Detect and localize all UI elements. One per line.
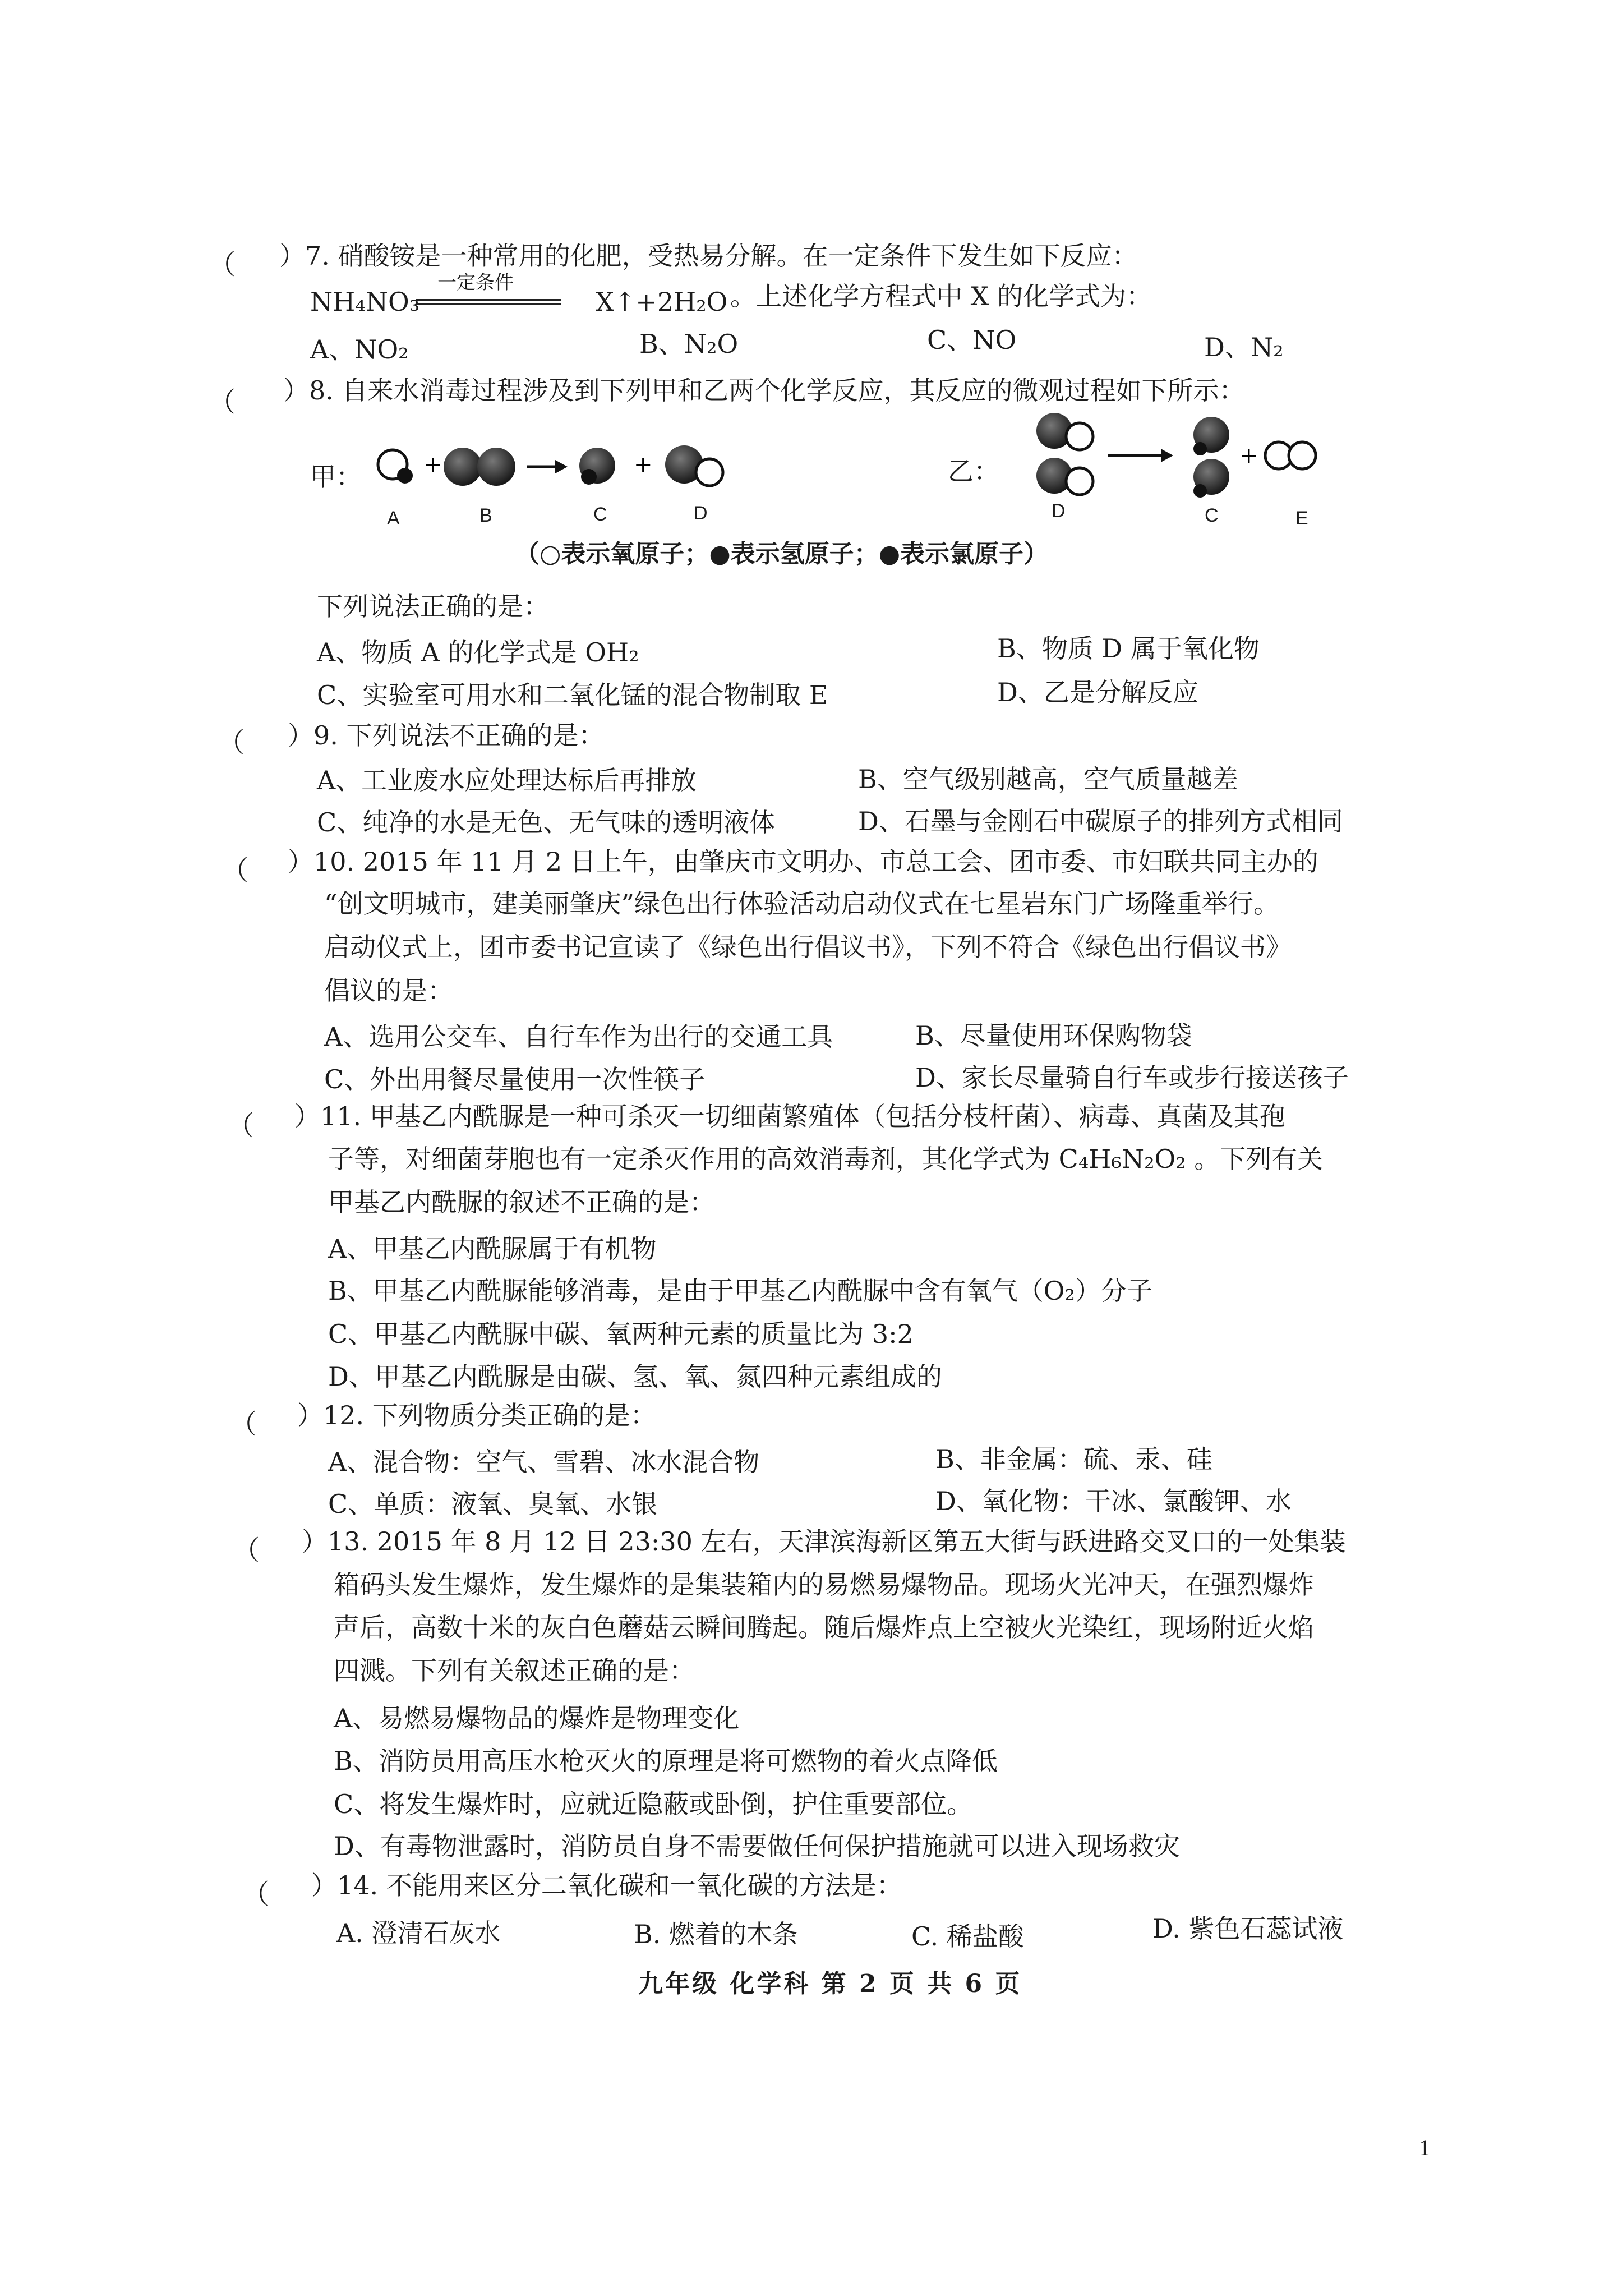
question-10-line-2: “创文明城市，建美丽肇庆”绿色出行体验活动启动仪式在七星岩东门广场隆重举行。 (324, 889, 1280, 919)
q9-option-a: A、工业废水应处理达标后再排放 (317, 765, 697, 795)
label-a: A (387, 508, 400, 529)
q12-option-c: C、单质：液氧、臭氧、水银 (328, 1489, 658, 1519)
molecule-d-pair (1036, 413, 1093, 495)
question-10-line-3: 启动仪式上，团市委书记宣读了《绿色出行倡议书》，下列不符合《绿色出行倡议书》 (324, 932, 1292, 962)
diagram-yi-label: 乙： (948, 456, 999, 486)
label-c: C (593, 504, 607, 525)
question-10-line-1: ）10. 2015 年 11 月 2 日上午，由肇庆市文明办、市总工会、团市委、市妇联共同主办的 (288, 846, 1318, 877)
q8-prompt: 下列说法正确的是： (317, 591, 549, 622)
q7-tail: 。上述化学方程式中 X 的化学式为： (730, 281, 1152, 311)
question-8-stem: ）8. 自来水消毒过程涉及到下列甲和乙两个化学反应，其反应的微观过程如下所示： (283, 375, 1245, 406)
q8-option-c: C、实验室可用水和二氧化锰的混合物制取 E (317, 680, 828, 710)
question-13-line-3: 声后，高数十米的灰白色蘑菇云瞬间腾起。随后爆炸点上空被火光染红，现场附近火焰 (334, 1612, 1314, 1642)
molecule-c (579, 448, 615, 485)
q10-option-d: D、家长尽量骑自行车或步行接送孩子 (915, 1062, 1349, 1093)
answer-paren-q7: （ (209, 249, 236, 280)
q12-option-b: B、非金属：硫、汞、硅 (935, 1444, 1212, 1474)
q14-option-b: B. 燃着的木条 (634, 1919, 799, 1949)
q10-option-c: C、外出用餐尽量使用一次性筷子 (324, 1064, 706, 1094)
label-b: B (479, 505, 492, 526)
question-10-line-4: 倡议的是： (324, 976, 453, 1006)
q11-option-d: D、甲基乙内酰脲是由碳、氢、氧、氮四种元素组成的 (328, 1361, 942, 1392)
question-11-line-2: 子等，对细菌芽胞也有一定杀灭作用的高效消毒剂，其化学式为 C₄H₆N₂O₂ 。下列有关 (328, 1144, 1324, 1174)
diagram-jia-label: 甲： (310, 462, 362, 492)
answer-paren-q9: （ (218, 727, 245, 758)
q12-option-d: D、氧化物：干冰、氯酸钾、水 (935, 1486, 1292, 1516)
answer-paren-q8: （ (209, 386, 236, 418)
question-12-stem: ）12. 下列物质分类正确的是： (297, 1400, 656, 1430)
page-number: 1 (1419, 2135, 1430, 2160)
q9-option-b: B、空气级别越高，空气质量越差 (858, 764, 1238, 794)
question-11-line-3: 甲基乙内酰脲的叙述不正确的是： (328, 1187, 715, 1217)
question-13-line-2: 箱码头发生爆炸，发生爆炸的是集装箱内的易燃易爆物品。现场火光冲天，在强烈爆炸 (334, 1570, 1314, 1600)
q7-option-c: C、NO (927, 325, 1017, 355)
answer-paren-q12: （ (230, 1409, 257, 1440)
q8-option-d: D、乙是分解反应 (997, 677, 1198, 707)
q12-option-a: A、混合物：空气、雪碧、冰水混合物 (328, 1447, 760, 1477)
arrow-head (555, 460, 568, 473)
q11-option-a: A、甲基乙内酰脲属于有机物 (328, 1234, 657, 1264)
arrow-head (1161, 449, 1173, 462)
q11-option-b: B、甲基乙内酰脲能够消毒，是由于甲基乙内酰脲中含有氧气（O₂）分子 (328, 1276, 1152, 1306)
q7-option-a: A、NO₂ (310, 334, 409, 365)
q14-option-d: D. 紫色石蕊试液 (1152, 1913, 1344, 1944)
answer-paren-q14: （ (242, 1879, 270, 1910)
q10-option-a: A、选用公交车、自行车作为出行的交通工具 (324, 1022, 833, 1052)
page-footer: 九年级 化学科 第 2 页 共 6 页 (638, 1970, 1022, 1998)
label-yi-e: E (1295, 508, 1308, 529)
label-d: D (694, 503, 708, 524)
q14-option-a: A. 澄清石灰水 (336, 1918, 501, 1948)
q9-option-c: C、纯净的水是无色、无气味的透明液体 (317, 807, 776, 838)
answer-paren-q11: （ (227, 1110, 255, 1142)
q8-option-a: A、物质 A 的化学式是 OH₂ (317, 637, 639, 668)
question-9-stem: ）9. 下列说法不正确的是： (288, 720, 605, 751)
plus-sign: + (423, 452, 442, 478)
q14-option-c: C. 稀盐酸 (911, 1921, 1024, 1952)
molecule-e (1265, 442, 1316, 469)
question-13-line-1: ）13. 2015 年 8 月 12 日 23:30 左右，天津滨海新区第五大街与跃进路交叉口的一处集装 (302, 1526, 1346, 1557)
label-yi-d: D (1052, 500, 1066, 522)
q8-option-b: B、物质 D 属于氧化物 (997, 633, 1260, 664)
molecule-a (378, 450, 413, 484)
question-13-line-4: 四溅。下列有关叙述正确的是： (334, 1655, 695, 1686)
q13-option-d: D、有毒物泄露时，消防员自身不需要做任何保护措施就可以进入现场救灾 (334, 1831, 1180, 1861)
q7-condition: 一定条件 (437, 272, 514, 294)
q7-product: X↑+2H₂O (596, 287, 728, 317)
q13-option-a: A、易燃易爆物品的爆炸是物理变化 (334, 1703, 740, 1733)
question-11-line-1: ）11. 甲基乙内酰脲是一种可杀灭一切细菌繁殖体（包括分枝杆菌）、病毒、真菌及其孢 (294, 1101, 1285, 1131)
molecule-d (665, 445, 723, 486)
plus-sign: + (1239, 443, 1258, 469)
label-yi-c: C (1205, 505, 1219, 526)
answer-paren-q10: （ (222, 855, 249, 886)
q7-option-b: B、N₂O (639, 329, 739, 359)
q11-option-c: C、甲基乙内酰脲中碳、氧两种元素的质量比为 3:2 (328, 1319, 914, 1349)
q7-reactant: NH₄NO₃ (310, 287, 420, 317)
q9-option-d: D、石墨与金刚石中碳原子的排列方式相同 (858, 806, 1343, 836)
diagram-legend: （○表示氧原子；●表示氢原子；●表示氯原子） (515, 540, 1049, 568)
question-7-stem: ）7. 硝酸铵是一种常用的化肥，受热易分解。在一定条件下发生如下反应： (279, 241, 1138, 271)
molecule-b (444, 448, 515, 486)
q7-equals-sign (416, 299, 561, 305)
question-14-stem: ）14. 不能用来区分二氧化碳和一氧化碳的方法是： (311, 1870, 902, 1901)
molecule-c-pair (1193, 417, 1229, 498)
plus-sign: + (634, 452, 653, 478)
answer-paren-q13: （ (233, 1535, 260, 1566)
q7-option-d: D、N₂ (1204, 332, 1284, 362)
q10-option-b: B、尽量使用环保购物袋 (915, 1020, 1192, 1051)
q13-option-b: B、消防员用高压水枪灭火的原理是将可燃物的着火点降低 (334, 1746, 998, 1776)
q13-option-c: C、将发生爆炸时，应就近隐蔽或卧倒，护住重要部位。 (334, 1789, 973, 1819)
